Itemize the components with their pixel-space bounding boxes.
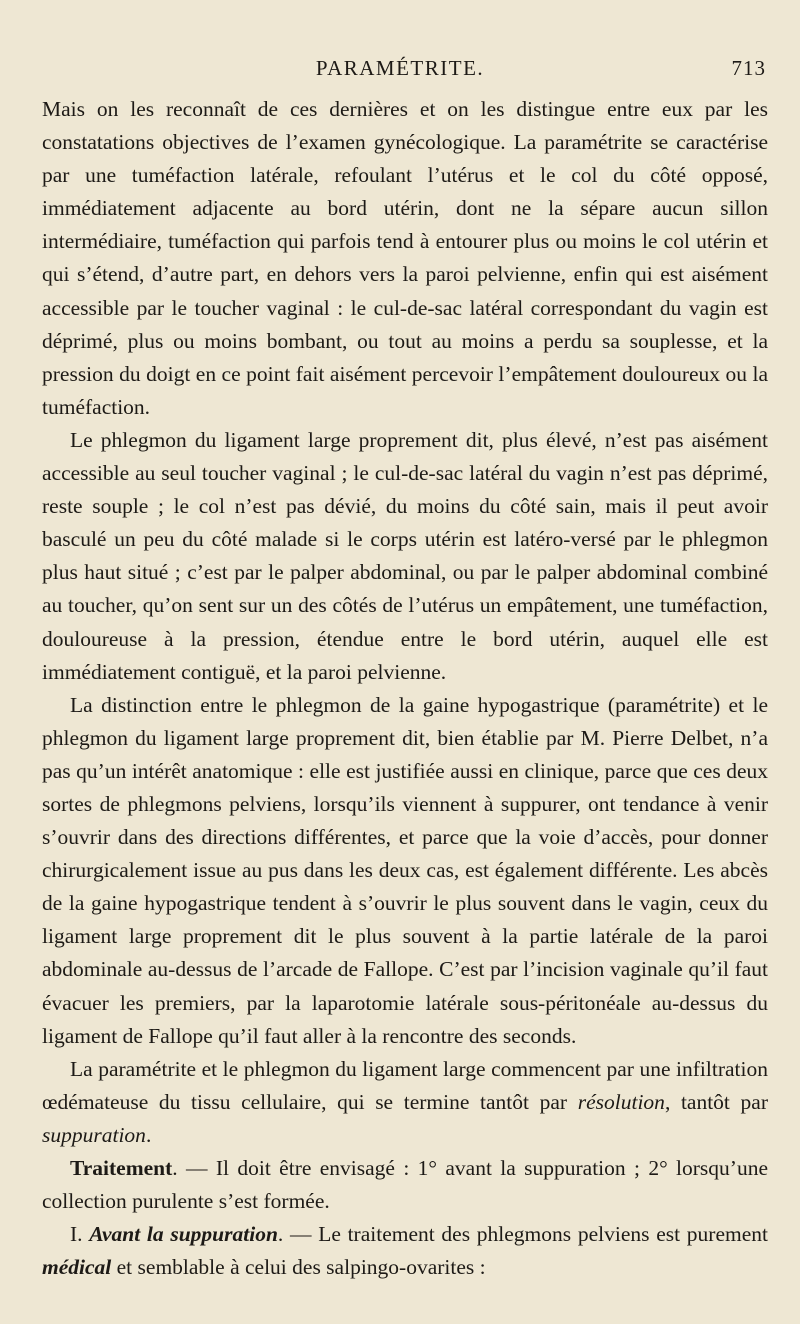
avant-suppuration-heading: Avant la suppuration [89,1222,278,1247]
paragraph-4-text-c: . [145,1122,152,1147]
suppuration-term: suppuration [42,1122,146,1147]
paragraph-6-text-b: et semblable à celui des salpingo-ovarites : [111,1255,486,1280]
running-title: PARAMÉTRITE. [315,56,485,80]
section-number: I. [70,1222,90,1247]
paragraph-4-text-a: La paramétrite et le phlegmon du ligament large commencent par une infiltration œdémateuse du tissu cellulaire, qui se termine tantôt par [42,1056,768,1114]
paragraph-6 [42,1218,768,1284]
page-header [0,56,800,86]
traitement-heading: Traitement [70,1156,173,1180]
paragraph-4 [42,1053,768,1152]
resolution-term: résolution [577,1089,665,1114]
paragraph-5-text: . — Il doit être envisagé : 1° avant la suppuration ; 2° lorsqu’une collection purulente s’est formée. [42,1156,768,1214]
body-text [42,93,768,1284]
page-number: 713 [731,56,766,80]
paragraph-5 [42,1152,768,1218]
paragraph-1: Mais on les reconnaît de ces dernières et on les distingue entre eux par les constatations objectives de l’examen gynécologique. La paramétrite se caractérise par une tuméfaction latérale, refoulant l’utérus et le col du côté opposé, immédiatement adjacente au bord utérin, dont ne la sépare aucun sillon intermédiaire, tuméfaction qui parfois tend à entourer plus ou moins le col utérin et qui s’étend, d’autre part, en dehors vers la paroi pelvienne, enfin qui est aisément accessible par le toucher vaginal : le cul-de-sac latéral correspondant du vagin est déprimé, plus ou moins bombant, ou tout au moins a perdu sa souplesse, et la pression du doigt en ce point fait aisément percevoir l’empâtement douloureux ou la tuméfaction. [42,97,768,419]
paragraph-6-text-a: . — Le traitement des phlegmons pelviens est purement [277,1222,768,1247]
paragraph-4-text-b: , tantôt par [664,1089,768,1114]
paragraph-3: La distinction entre le phlegmon de la gaine hypogastrique (paramétrite) et le phlegmon du ligament large proprement dit, bien établie par M. Pierre Delbet, n’a pas qu’un intérêt anatomique : elle est justifiée aussi en clinique, parce que ces deux sortes de phlegmons pelviens, lorsqu’ils viennent à suppurer, ont tendance à venir s’ouvrir dans des directions différentes, et parce que la voie d’accès, pour donner chirurgicalement issue au pus dans les deux cas, est également différente. Les abcès de la gaine hypogastrique tendent à s’ouvrir le plus souvent dans le vagin, ceux du ligament large proprement dit le plus souvent à la partie latérale de la paroi abdominale au-dessus de l’arcade de Fallope. C’est par l’incision vaginale qu’il faut évacuer les premiers, par la laparotomie latérale sous-péritonéale au-dessus du ligament de Fallope qu’il faut aller à la rencontre des seconds. [42,692,768,1048]
medical-term: médical [42,1255,112,1280]
paragraph-2: Le phlegmon du ligament large proprement dit, plus élevé, n’est pas aisément accessible au seul toucher vaginal ; le cul-de-sac latéral du vagin n’est pas déprimé, reste souple ; le col n’est pas dévié, du moins du côté sain, mais il peut avoir basculé un peu du côté malade si le corps utérin est latéro-versé par le phlegmon plus haut situé ; c’est par le palper abdominal, ou par le palper abdominal combiné au toucher, qu’on sent sur un des côtés de l’utérus un empâtement, une tuméfaction, douloureuse à la pression, étendue entre le bord utérin, auquel elle est immédiatement contiguë, et la paroi pelvienne. [42,427,768,684]
